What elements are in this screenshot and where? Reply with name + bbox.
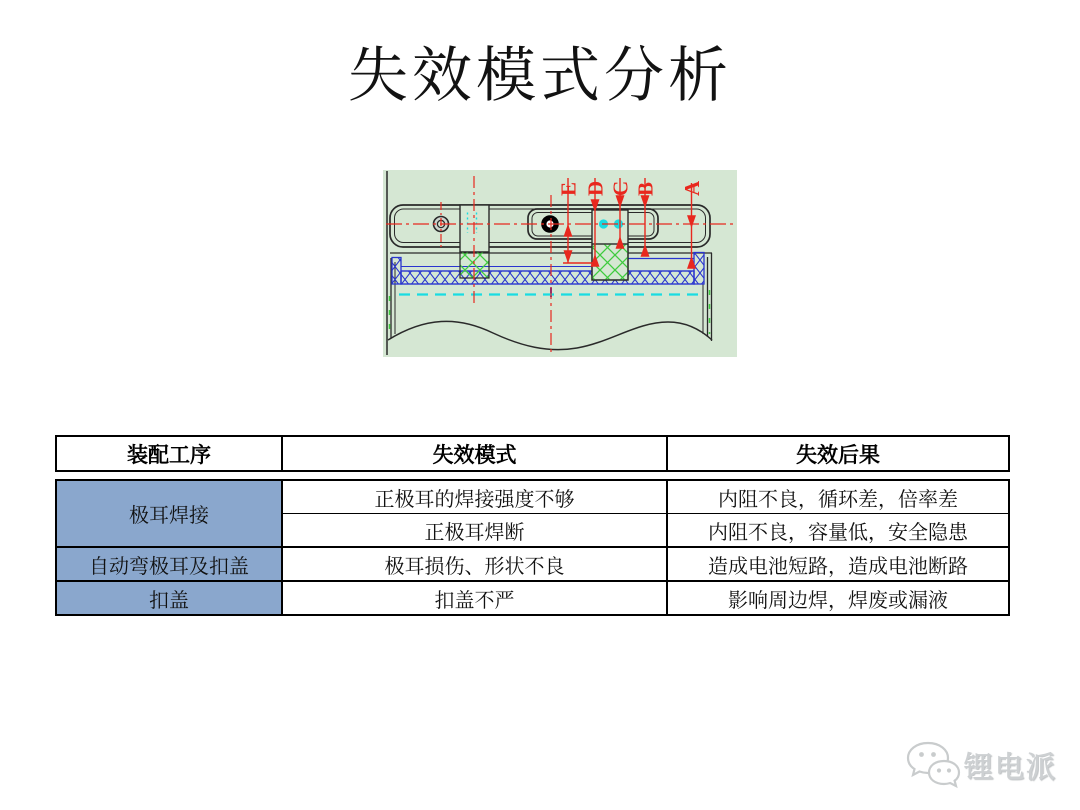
dim-label-c: C	[608, 180, 633, 196]
cell-mode: 正极耳焊断	[282, 514, 667, 548]
fmea-header-table	[55, 435, 1010, 472]
cell-effect: 造成电池短路，造成电池断路	[667, 547, 1009, 581]
table-row	[56, 480, 1009, 514]
dim-label-d: D	[583, 180, 608, 196]
wechat-icon	[898, 737, 964, 793]
battery-cap-diagram	[383, 170, 737, 357]
cell-process-bend-and-cap: 自动弯极耳及扣盖	[56, 547, 282, 581]
cell-process-capping: 扣盖	[56, 581, 282, 615]
table-row	[56, 547, 1009, 581]
cell-mode: 极耳损伤、形状不良	[282, 547, 667, 581]
cell-effect: 影响周边焊，焊废或漏液	[667, 581, 1009, 615]
dimension-labels	[557, 180, 705, 196]
cell-effect: 内阻不良，循环差，倍率差	[667, 480, 1009, 514]
col-header-mode: 失效模式	[282, 436, 667, 471]
dim-label-e: E	[556, 181, 581, 196]
cell-effect: 内阻不良，容量低，安全隐患	[667, 514, 1009, 548]
cell-mode: 正极耳的焊接强度不够	[282, 480, 667, 514]
cell-process-tab-welding: 极耳焊接	[56, 480, 282, 547]
col-header-effect: 失效后果	[667, 436, 1009, 471]
fmea-body-table	[55, 479, 1010, 616]
page-title: 失效模式分析	[348, 43, 732, 109]
fmea-table	[55, 435, 1008, 616]
diagram-background	[383, 170, 737, 357]
table-row	[56, 581, 1009, 615]
dim-label-a: A	[680, 180, 704, 196]
dim-label-b: B	[633, 181, 658, 196]
cell-mode: 扣盖不严	[282, 581, 667, 615]
col-header-process: 装配工序	[56, 436, 282, 471]
brand-name: 锂电派	[964, 751, 1058, 784]
brand-watermark	[898, 736, 1068, 794]
